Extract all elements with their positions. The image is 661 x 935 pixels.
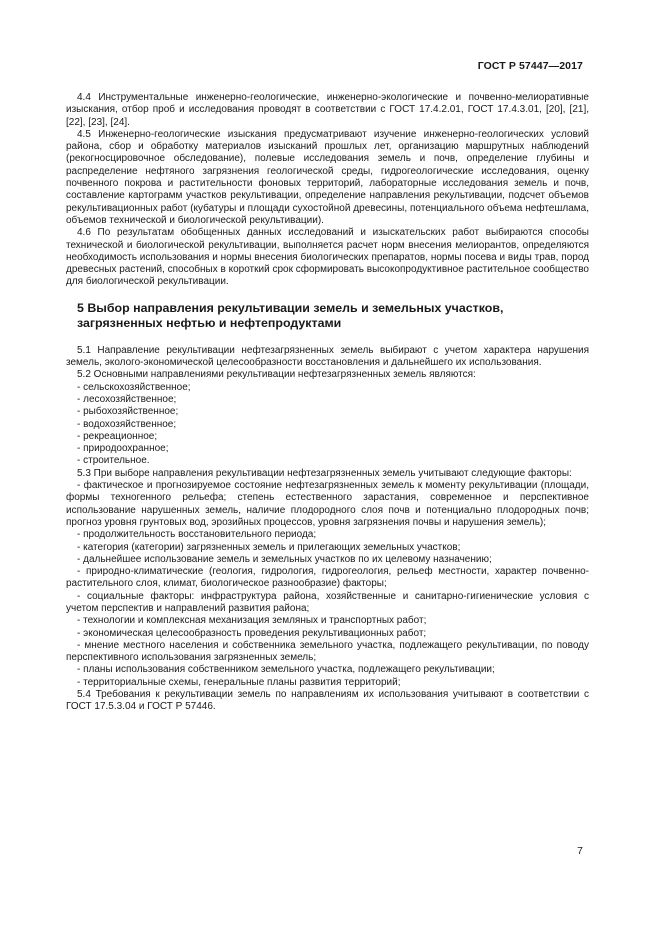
list-item: - водохозяйственное; <box>77 418 177 430</box>
list-item: - дальнейшее использование земель и земельных участков по их целевому назначению; <box>77 553 492 565</box>
factors-list <box>66 480 589 689</box>
list-item: - природно-климатические (геология, гидрология, гидрогеология, рельеф местности, характер почвенно-растительного слоя, климат, биологическое разнообразие) факторы; <box>66 566 589 590</box>
list-item: - сельскохозяйственное; <box>77 381 191 393</box>
section-5-heading-line-1: 5 Выбор направления рекультивации земель и земельных участков, <box>77 300 504 315</box>
page-number: 7 <box>577 845 583 857</box>
list-item: - категория (категории) загрязненных земель и прилегающих земельных участков; <box>77 541 461 553</box>
paragraph-4-4: 4.4 Инструментальные инженерно-геологические, инженерно-экологические и почвенно-мелиоративные изыскания, отбор проб и исследования проводят в соответствии с ГОСТ 17.4.2.01, ГОСТ 17.4.3.01, [20], [21], [22], [23], [24]. <box>66 92 589 128</box>
list-item: - продолжительность восстановительного периода; <box>77 529 317 541</box>
list-item: - планы использования собственником земельного участка, подлежащего рекультивации; <box>77 664 495 676</box>
list-item: - фактическое и прогнозируемое состояние нефтезагрязненных земель к моменту рекультивации (площади, формы техногенного рельефа; степень естественного зарастания, современное и перспективное использование нарушенных земель, наличие плодородного слоя почв и потенциально плодородных почв; прогноз уровня грунтовых вод, эрозийных процессов, уровня загрязнения почвы и нарушения земель); <box>66 480 589 528</box>
paragraph-5-1: 5.1 Направление рекультивации нефтезагрязненных земель выбирают с учетом характера нарушения земель, эколого-экономической целесообразности восстановления и дальнейшего их использования. <box>66 344 589 369</box>
document-body <box>66 92 589 714</box>
list-item: - лесохозяйственное; <box>77 393 177 405</box>
list-item: - природоохранное; <box>77 443 169 455</box>
directions-list <box>66 382 589 468</box>
paragraph-5-2: 5.2 Основными направлениями рекультивации нефтезагрязненных земель являются: <box>77 369 476 381</box>
list-item: - экономическая целесообразность проведения рекультивационных работ; <box>77 627 427 639</box>
list-item: - рекреационное; <box>77 430 158 442</box>
list-item: - строительное. <box>77 455 150 467</box>
standard-code-header: ГОСТ Р 57447—2017 <box>477 60 583 72</box>
list-item: - социальные факторы: инфраструктура района, хозяйственные и санитарно-гигиенические условия с учетом перспектив и направлений развития района; <box>66 590 589 614</box>
section-5-heading-line-2: загрязненных нефтью и нефтепродуктами <box>77 315 342 330</box>
paragraph-4-5: 4.5 Инженерно-геологические изыскания предусматривают изучение инженерно-геологических условий района, сбор и обработку материалов изысканий прошлых лет, организацию маршрутных наблюдений (рекогносцировочное обследование), полевые исследования земель и почв, определение глубины и распределение нефтяного загрязнения геологической среды, гидрогеологические исследования, оценку почвенного покрова и растительности фоновых территорий, лабораторные исследования земель и почв, составление картограмм участков рекультивации, определение направления рекультивации, подсчет объемов рекультивационных работ (кубатуры и площади сухостойной древесины, потенциального объема нефтешлама, объемов технической и биологической рекультивации). <box>66 128 589 226</box>
paragraph-4-6: 4.6 По результатам обобщенных данных исследований и изыскательских работ выбираются способы технической и биологической рекультивации, выполняется расчет норм внесения мелиорантов, определяются необходимость использования и нормы внесения биологических препаратов, нормы посева и виды трав, пород древесных растений, способных в короткий срок сформировать высокопродуктивное растительное сообщество для биологической рекультивации. <box>66 227 589 288</box>
list-item: - территориальные схемы, генеральные планы развития территорий; <box>77 676 401 688</box>
section-5-heading <box>77 301 589 331</box>
paragraph-5-4: 5.4 Требования к рекультивации земель по направлениям их использования учитывают в соответствии с ГОСТ 17.5.3.04 и ГОСТ Р 57446. <box>66 689 589 713</box>
list-item: - рыбохозяйственное; <box>77 406 179 418</box>
paragraph-5-3: 5.3 При выборе направления рекультивации нефтезагрязненных земель учитывают следующие факторы: <box>77 467 572 479</box>
list-item: - мнение местного населения и собственника земельного участка, подлежащего рекультивации, по поводу перспективного использования загрязненных земель; <box>66 639 589 664</box>
list-item: - технологии и комплексная механизация земляных и транспортных работ; <box>77 615 427 627</box>
